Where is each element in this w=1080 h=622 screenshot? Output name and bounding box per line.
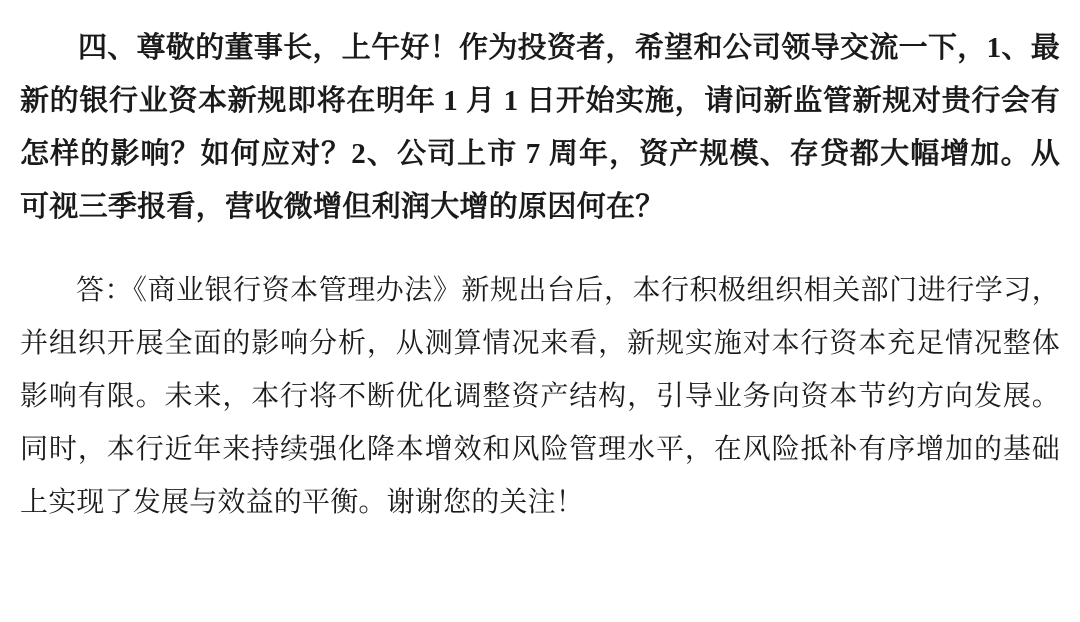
paragraph-question: 四、尊敬的董事长，上午好！作为投资者，希望和公司领导交流一下，1、最新的银行业资本新规即将在明年 1 月 1 日开始实施，请问新监管新规对贵行会有怎样的影响？如何应对？2、公司上市 7 周年，资产规模、存贷都大幅增加。从可视三季报看，营收微增但利润大增的原因何在？ xyxy=(20,32,1060,223)
paragraph-answer: 答：《商业银行资本管理办法》新规出台后，本行积极组织相关部门进行学习，并组织开展全面的影响分析，从测算情况来看，新规实施对本行资本充足情况整体影响有限。未来，本行将不断优化调整资产结构，引导业务向资本节约方向发展。同时，本行近年来持续强化降本增效和风险管理水平，在风险抵补有序增加的基础上实现了发展与效益的平衡。谢谢您的关注！ xyxy=(20,275,1060,518)
